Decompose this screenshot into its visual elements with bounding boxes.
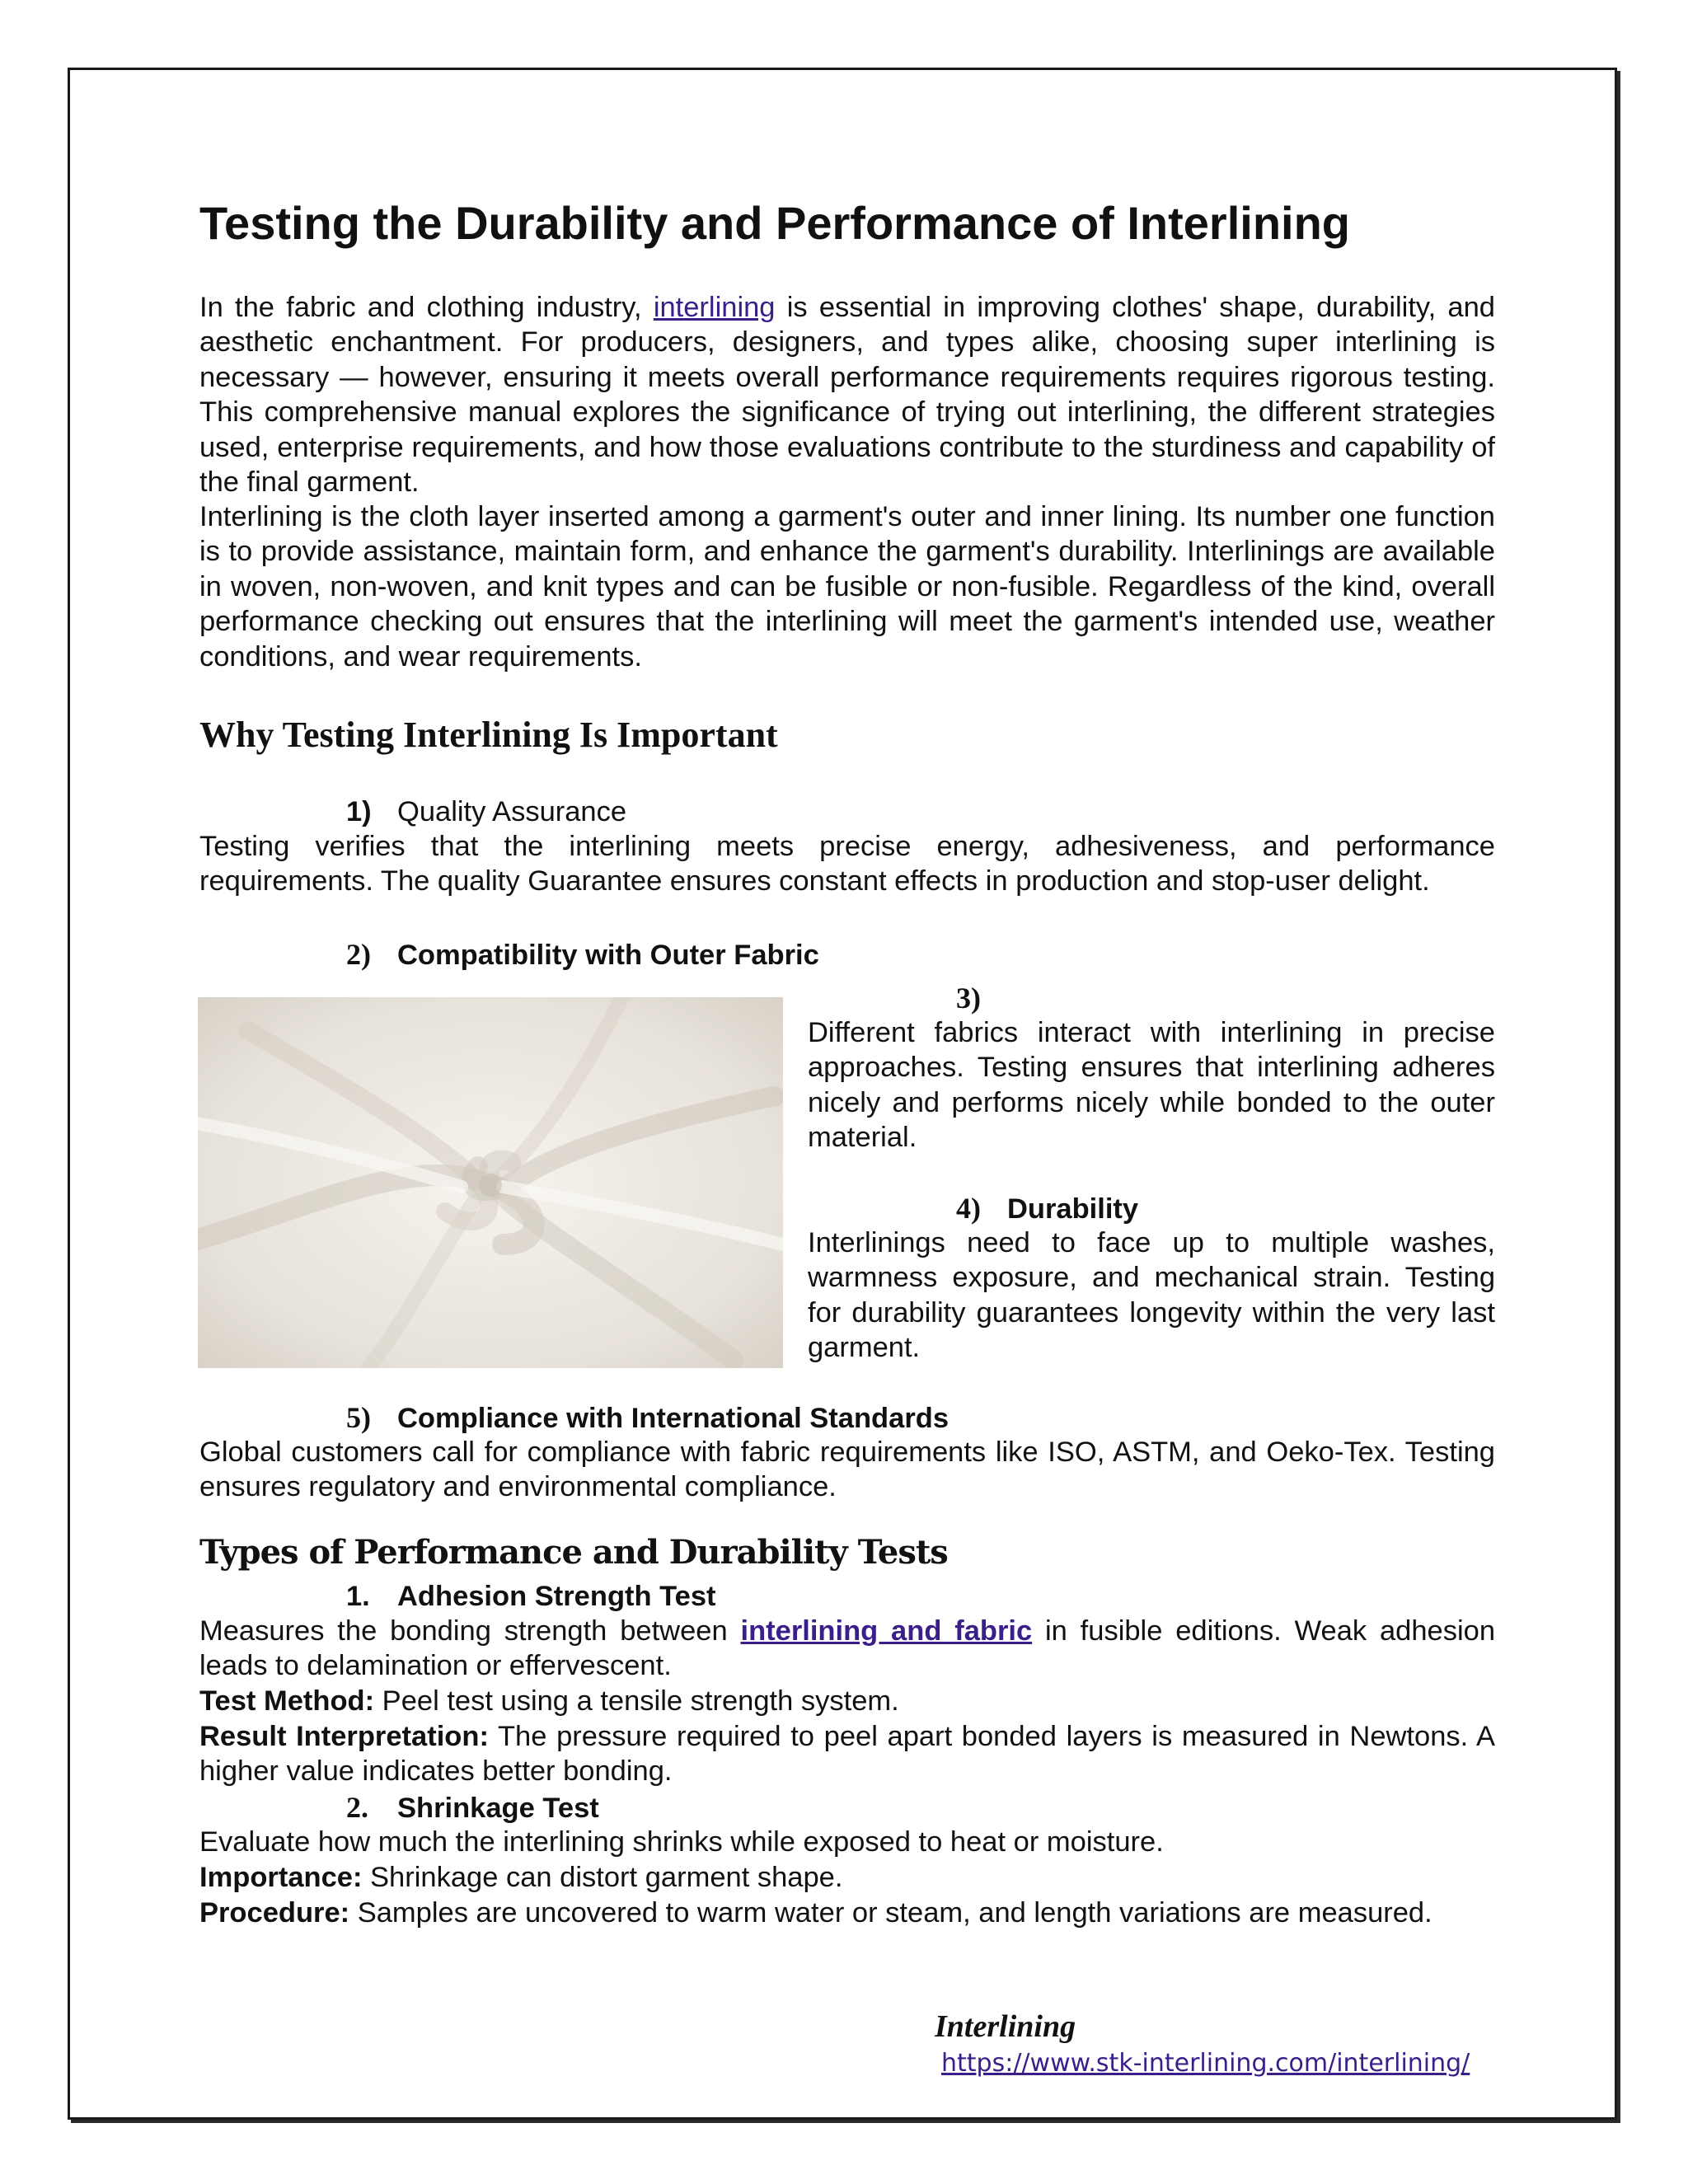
- list-number: 5): [346, 1401, 371, 1434]
- adhesion-desc-cont: in fusible editions. Weak adhesion leads to delamination or effervescent.: [199, 1615, 1496, 1682]
- method-text: Peel test using a tensile strength system.: [374, 1685, 899, 1717]
- white-fabric-swirl-photo: [198, 997, 783, 1368]
- compliance-text: Global customers call for compliance with fabric requirements like ISO, ASTM, and Oeko-Tex. Testing ensures regulatory and environmental compliance.: [199, 1436, 1495, 1503]
- list-item-adhesion: [346, 1579, 716, 1614]
- intro-text-cont: is essential in improving clothes' shape, durability, and aesthetic enchantment. For producers, designers, and types alike, choosing super interlining is necessary — however, ensuring it meets overall performance requirements requires rigorous testing. This comprehensive manual explores the significance of trying out interlining, the different strategies used, enterprise requirements, and how those evaluations contribute to the sturdiness and capability of the final garment.: [199, 292, 1495, 499]
- section-heading-types: Types of Performance and Durability Tests: [199, 1533, 948, 1572]
- list-label: Durability: [1007, 1193, 1139, 1225]
- adhesion-result: [199, 1719, 1495, 1789]
- list-label: Compliance with International Standards: [397, 1403, 950, 1434]
- adhesion-method: [199, 1684, 1495, 1718]
- intro-paragraph-2: Interlining is the cloth layer inserted among a garment's outer and inner lining. Its number one function is to provide assistance, maintain form, and enhance the garment's durability. Interlinings are available in woven, non-woven, and knit types and can be fusible or non-fusible. Regardless of the kind, overall performance checking out ensures that the interlining will meet the garment's intended use, weather conditions, and wear requirements.: [199, 501, 1495, 673]
- shrinkage-text: Evaluate how much the interlining shrinks while exposed to heat or moisture.: [199, 1826, 1164, 1858]
- list-label: Compatibility with Outer Fabric: [397, 940, 819, 971]
- shrinkage-importance: [199, 1860, 1495, 1895]
- list-number: 4): [956, 1192, 981, 1225]
- compatibility-text: Different fabrics interact with interlining in precise approaches. Testing ensures that interlining adheres nicely and performs nicely while bonded to the outer material.: [808, 1017, 1495, 1154]
- adhesion-text: [199, 1614, 1495, 1684]
- list-number-3: 3): [956, 982, 981, 1015]
- intro-paragraph-1: [199, 290, 1495, 499]
- list-number: 1.: [346, 1581, 370, 1612]
- adhesion-desc: Measures the bonding strength between: [199, 1615, 741, 1647]
- method-label: Test Method:: [199, 1685, 375, 1717]
- importance-label: Importance:: [199, 1862, 363, 1893]
- quality-assurance-text: Testing verifies that the interlining meets precise energy, adhesiveness, and performance requirements. The quality Guarantee ensures constant effects in production and stop-user delight.: [199, 831, 1495, 898]
- list-item-durability: [956, 1191, 1138, 1226]
- list-item-quality-assurance: [346, 794, 626, 829]
- section-heading-why: Why Testing Interlining Is Important: [199, 715, 778, 755]
- list-label: Shrinkage Test: [397, 1793, 599, 1824]
- list-label: Adhesion Strength Test: [397, 1581, 716, 1612]
- footer-url-link[interactable]: https://www.stk-interlining.com/interlining/: [941, 2049, 1470, 2078]
- procedure-label: Procedure:: [199, 1897, 350, 1929]
- list-number: 1): [346, 796, 372, 827]
- procedure-text: Samples are uncovered to warm water or steam, and length variations are measured.: [349, 1897, 1432, 1929]
- importance-text: Shrinkage can distort garment shape.: [362, 1862, 843, 1893]
- durability-text: Interlinings need to face up to multiple washes, warmness exposure, and mechanical strain. Testing for durability guarantees longevity within the very last garment.: [808, 1227, 1495, 1364]
- result-text: The pressure required to peel apart bonded layers is measured in Newtons. A higher value indicates better bonding.: [199, 1721, 1496, 1788]
- page-title: Testing the Durability and Performance of Interlining: [199, 197, 1351, 249]
- interlining-link[interactable]: interlining: [653, 292, 776, 323]
- list-number: 2): [346, 938, 371, 971]
- list-item-compatibility: [346, 937, 819, 972]
- footer-title: Interlining: [935, 2009, 1076, 2044]
- result-label: Result Interpretation:: [199, 1721, 489, 1752]
- shrinkage-procedure: [199, 1896, 1495, 1930]
- list-label: Quality Assurance: [397, 796, 627, 827]
- interlining-and-fabric-link[interactable]: interlining and fabric: [740, 1615, 1033, 1647]
- list-item-shrinkage: [346, 1790, 599, 1825]
- list-number: 2.: [346, 1791, 368, 1824]
- list-item-compliance: [346, 1400, 949, 1436]
- intro-text: In the fabric and clothing industry,: [199, 292, 654, 323]
